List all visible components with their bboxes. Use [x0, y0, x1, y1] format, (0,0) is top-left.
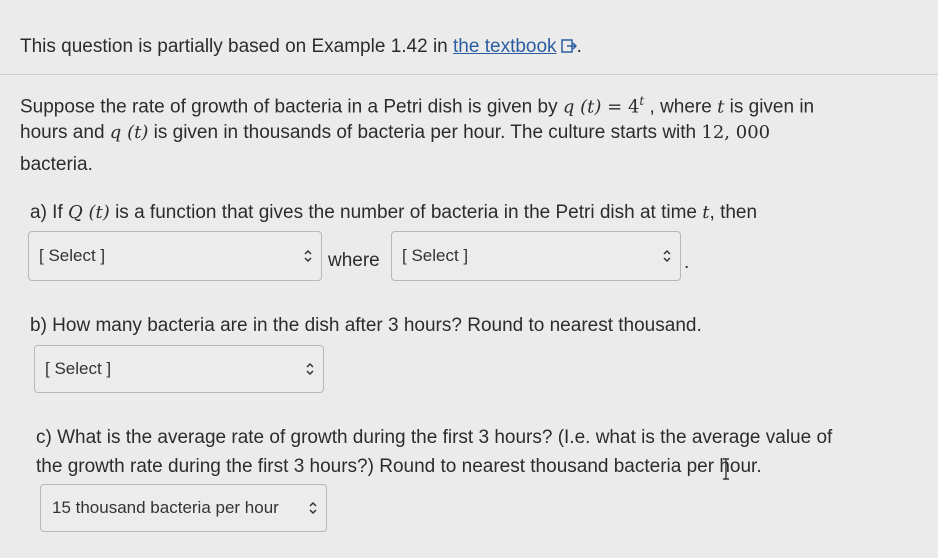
part-c-question-line-1: c) What is the average rate of growth during the first 3 hours? (I.e. what is the average value of [36, 427, 833, 448]
text-cursor-icon [722, 458, 730, 480]
chevron-updown-icon [303, 249, 313, 263]
chevron-updown-icon [662, 249, 672, 263]
problem-line-3: bacteria. [20, 154, 93, 175]
problem-line-1: Suppose the rate of growth of bacteria in a Petri dish is given by q $(t) = 4^t$ , where t is given in [20, 94, 815, 118]
part-a-period: . [684, 252, 690, 273]
intro-line: This question is partially based on Example 1.42 in the textbook . [20, 36, 582, 57]
part-a-question: a) If Q (t) is a function that gives the number of bacteria in the Petri dish at time t, then [30, 202, 758, 223]
chevron-updown-icon [305, 362, 315, 376]
part-c-select[interactable]: 15 thousand bacteria per hour [40, 484, 327, 532]
part-a-select-1[interactable]: [ Select ] [28, 231, 322, 281]
part-c-question-line-2: the growth rate during the first 3 hours?) Round to nearest thousand bacteria per hour. [36, 456, 762, 477]
chevron-updown-icon [308, 501, 318, 515]
part-a-select-2[interactable]: [ Select ] [391, 231, 681, 281]
problem-line-2: hours and q (t) is given in thousands of bacteria per hour. The culture starts with 12, 000 [20, 122, 771, 143]
part-b-question: b) How many bacteria are in the dish after 3 hours? Round to nearest thousand. [30, 315, 702, 336]
external-link-icon[interactable] [561, 39, 577, 53]
part-b-select[interactable]: [ Select ] [34, 345, 324, 393]
textbook-link[interactable]: the textbook [453, 36, 557, 57]
where-label: where [328, 250, 380, 271]
divider [0, 74, 938, 75]
